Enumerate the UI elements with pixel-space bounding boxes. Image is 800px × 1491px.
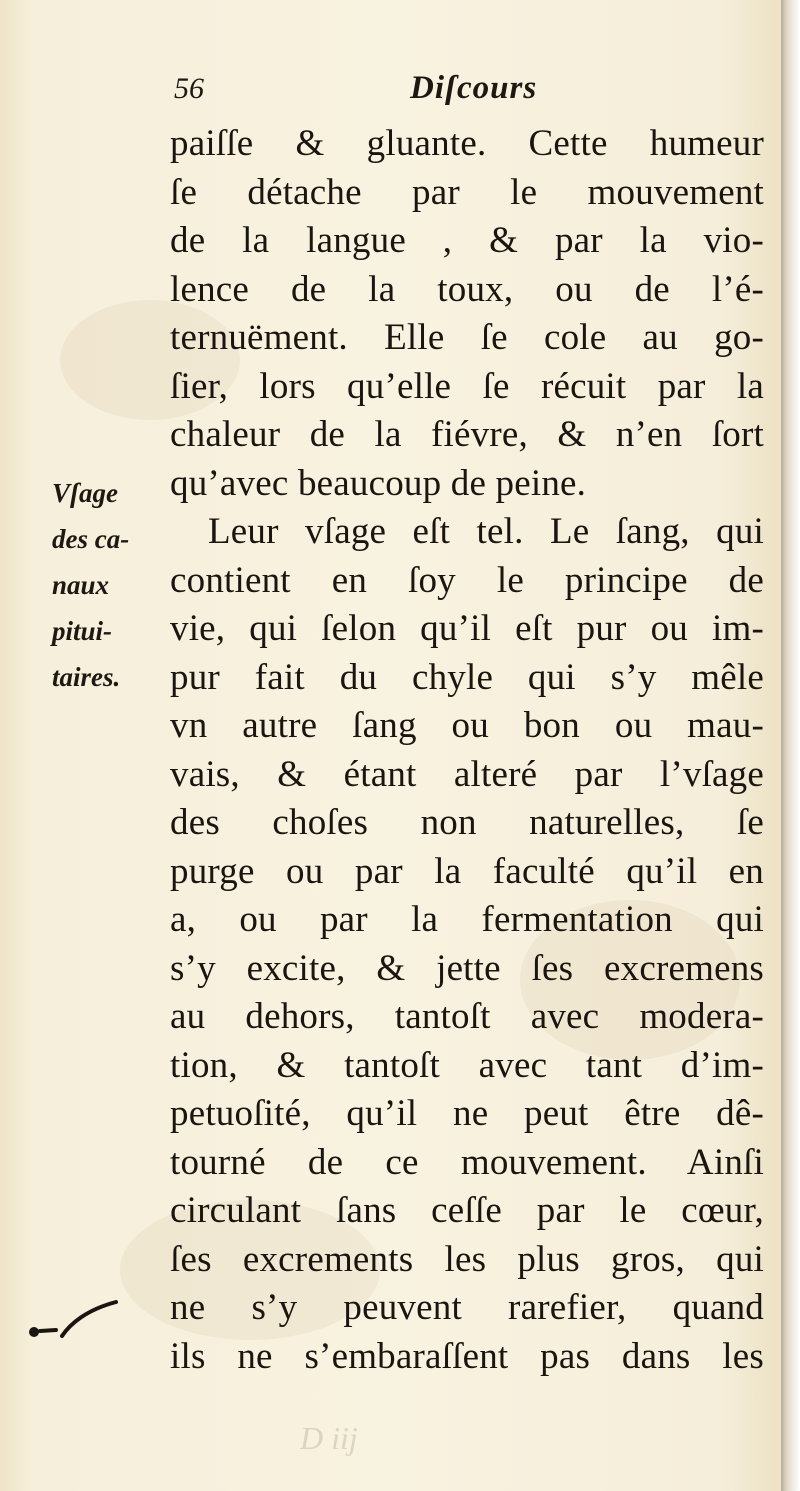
running-title: Diſcours [410,70,538,106]
text-line: ternuëment. Elle ſe cole au go- [170,317,764,358]
text-line: au dehors, tantoſt avec modera- [170,996,764,1037]
margin-note-line: Vſage [52,478,118,508]
body-text [170,120,764,1381]
margin-note-line: des ca- [52,524,130,554]
text-line: vie, qui ſelon qu’il eſt pur ou im- [170,608,764,649]
running-head [170,66,650,110]
text-line: s’y excite, & jette ſes excremens [170,947,764,989]
text-line: ne s’y peuvent rarefier, quand [170,1287,764,1328]
margin-note-line: naux [52,570,110,600]
text-line: pur fait du chyle qui s’y mêle [170,656,764,698]
text-line: de la langue , & par la vio- [170,220,764,261]
text-line: chaleur de la fiévre, & n’en ſort [170,414,764,455]
text-line: ſe détache par le mouvement [170,171,764,213]
text-line: paiſſe & gluante. Cette humeur [170,123,764,164]
text-line: des choſes non naturelles, ſe [170,802,764,843]
text-line: petuoſité, qu’il ne peut être dê- [170,1093,764,1134]
text-line: ſier, lors qu’elle ſe récuit par la [170,365,764,407]
margin-note-line: pitui- [52,616,113,646]
text-line: a, ou par la fermentation qui [170,899,764,940]
text-line: vn autre ſang ou bon ou mau- [170,705,764,746]
show-through-signature: D iij [300,1420,358,1456]
margin-note-line: taires. [52,662,121,692]
text-line: purge ou par la faculté qu’il en [170,850,764,892]
text-line: ſes excrements les plus gros, qui [170,1238,764,1280]
text-line: contient en ſoy le principe de [170,559,764,601]
ink-mark-icon [26,1296,122,1344]
margin-note [52,470,162,700]
text-line: tourné de ce mouvement. Ainſi [170,1141,764,1183]
text-line: qu’avec beaucoup de peine. [170,462,587,504]
text-line: lence de la toux, ou de l’é- [170,268,764,310]
page-edge [781,0,800,1491]
text-line: circulant ſans ceſſe par le cœur, [170,1190,764,1231]
text-line: vais, & étant alteré par l’vſage [170,753,764,795]
text-line: tion, & tantoſt avec tant d’im- [170,1044,764,1086]
text-line: ils ne s’embaraſſent pas dans les [170,1335,764,1377]
page-number: 56 [174,72,204,105]
text-line: Leur vſage eſt tel. Le ſang, qui [208,511,764,552]
